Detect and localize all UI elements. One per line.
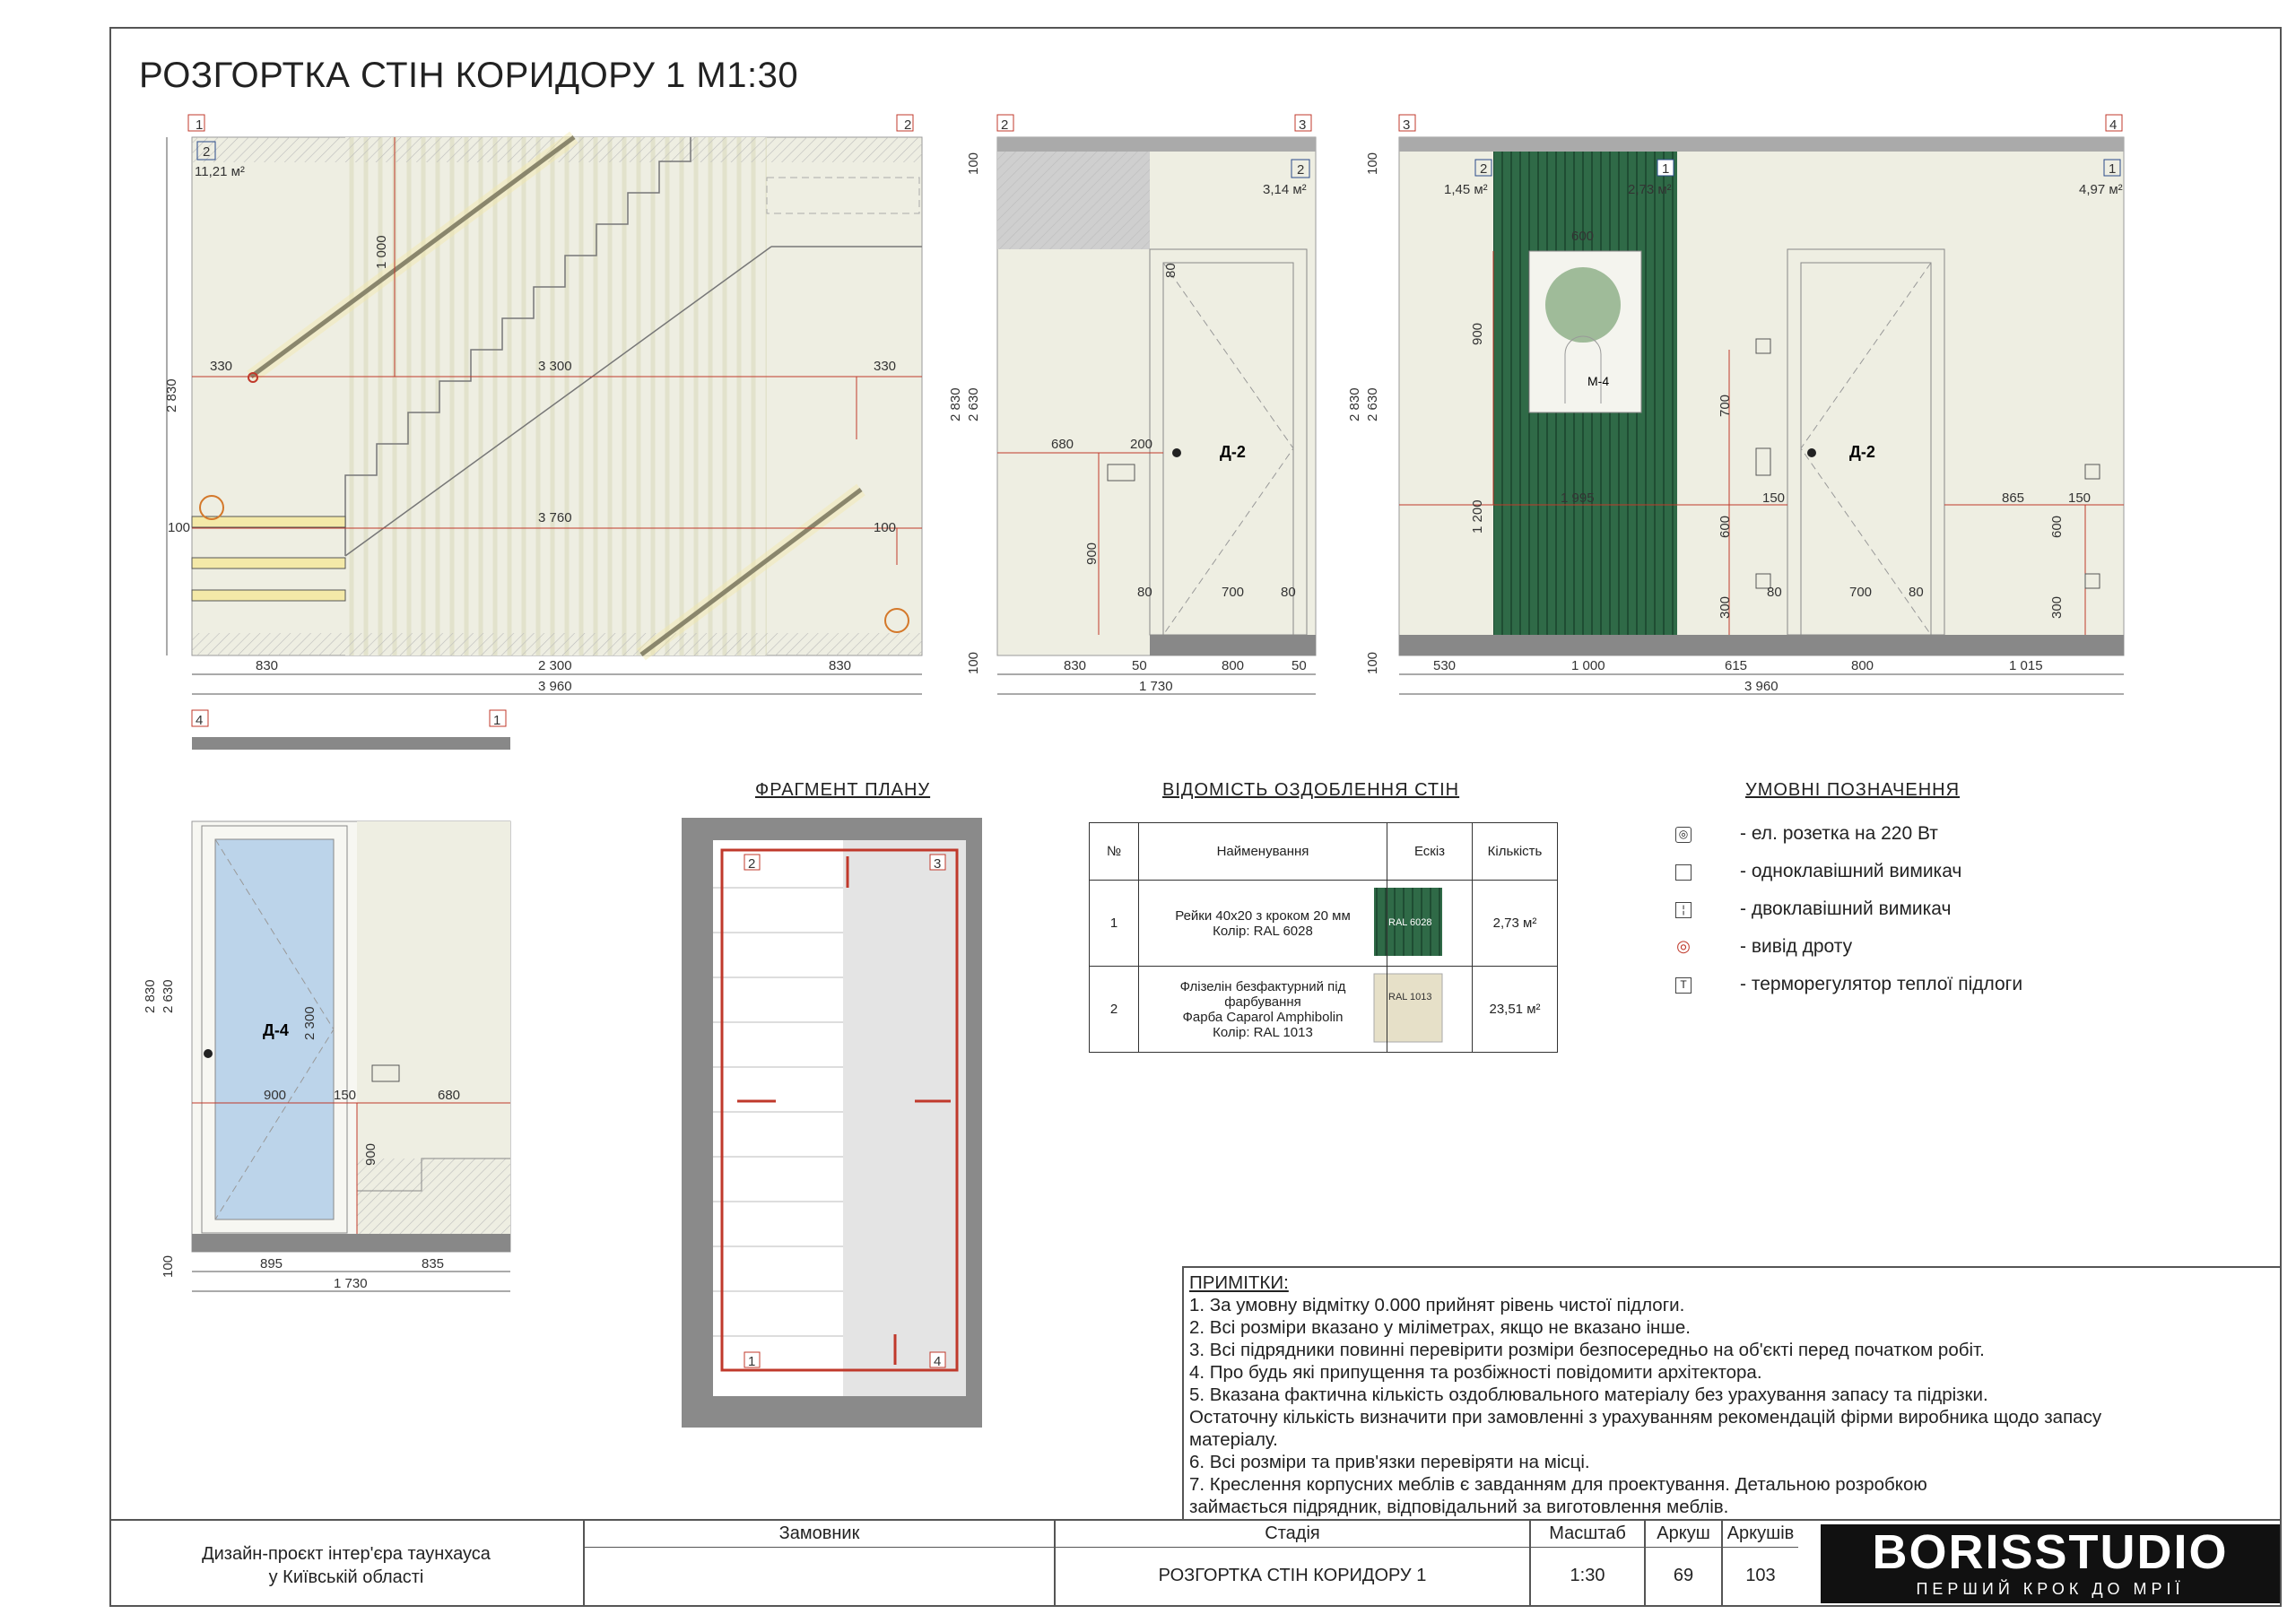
elevation-3 [1399, 137, 2124, 694]
svg-text:700: 700 [1222, 585, 1245, 600]
svg-text:680: 680 [438, 1088, 461, 1103]
elevation-4 [192, 737, 510, 1291]
svg-text:1 000: 1 000 [1571, 658, 1605, 673]
svg-text:600: 600 [1718, 515, 1733, 538]
svg-text:50: 50 [1292, 658, 1307, 673]
svg-text:4: 4 [196, 713, 204, 728]
svg-text:80: 80 [1163, 263, 1178, 278]
svg-text:615: 615 [1725, 658, 1748, 673]
svg-text:800: 800 [1222, 658, 1245, 673]
svg-text:3 960: 3 960 [538, 679, 572, 694]
svg-text:835: 835 [422, 1256, 445, 1271]
svg-text:2: 2 [1001, 117, 1009, 133]
svg-text:700: 700 [1849, 585, 1873, 600]
svg-text:2 630: 2 630 [1365, 387, 1380, 421]
svg-text:3 960: 3 960 [1744, 679, 1779, 694]
svg-text:150: 150 [1762, 490, 1786, 506]
svg-text:2: 2 [1480, 161, 1488, 177]
svg-text:2 300: 2 300 [538, 658, 572, 673]
svg-text:1: 1 [2109, 161, 2117, 177]
svg-text:3 760: 3 760 [538, 510, 572, 525]
svg-text:1,45 м²: 1,45 м² [1444, 182, 1488, 197]
svg-text:800: 800 [1851, 658, 1874, 673]
svg-text:2 630: 2 630 [966, 387, 981, 421]
finish-table: № Найменування Ескіз Кількість 1 Рейки 40х20 з кроком 20 мм Колір: RAL 6028 2,73 м² 2 Флізелін безфактурний під фарбування Фарба Caparol Amphibolin Колір: RAL 1013 23,51 м² [1089, 822, 1558, 1053]
svg-text:830: 830 [829, 658, 852, 673]
title-block: Дизайн-проєкт інтер'єра таунхауса у Київській області Замовник Стадія РОЗГОРТКА СТІН КОРИДОРУ 1 Масштаб 1:30 Аркуш 69 Аркушів 103 [109, 1519, 2282, 1607]
svg-text:Д-2: Д-2 [1220, 443, 1246, 461]
svg-text:80: 80 [1909, 585, 1924, 600]
svg-text:100: 100 [874, 520, 897, 535]
double-switch-icon: ¦ [1675, 902, 1692, 918]
svg-text:11,21 м²: 11,21 м² [195, 164, 245, 179]
brand-logo: BORISSTUDIO ПЕРШИЙ КРОК ДО МРІЇ [1821, 1524, 2280, 1603]
svg-text:80: 80 [1137, 585, 1152, 600]
svg-text:1: 1 [748, 1354, 756, 1369]
elevation-2 [997, 137, 1316, 694]
svg-text:200: 200 [1130, 437, 1153, 452]
svg-text:330: 330 [210, 359, 233, 374]
svg-text:1 730: 1 730 [334, 1276, 368, 1291]
svg-text:3: 3 [934, 856, 942, 872]
svg-text:2,73 м²: 2,73 м² [1628, 182, 1672, 197]
notes-block: ПРИМІТКИ: 1. За умовну відмітку 0.000 прийнят рівень чистої підлоги. 2. Всі розміри вказано у міліметрах, якщо не вказано інше. 3. Всі підрядники повинні перевірити розміри безпосередньо на об'єкті перед початком робіт. 4. Про будь які припущення та розбіжності повідомити архітектора. 5. Вказана фактична кількість оздоблювального матеріалу без урахування запасу та підрізки. Остаточну кількість визначити при замовленні з урахуванням рекомендацій фірми виробника щодо запасу матеріалу. 6. Всі розміри та прив'язки перевіряти на місці. 7. Креслення корпусних меблів є завданням для проектування. Детальною розробкою займається підрядник, відповідальний за виготовлення меблів. [1182, 1266, 2282, 1521]
socket-icon: ◎ [1675, 827, 1692, 843]
svg-text:3 300: 3 300 [538, 359, 572, 374]
svg-text:1: 1 [1662, 161, 1670, 177]
svg-text:80: 80 [1281, 585, 1296, 600]
legend-heading: УМОВНІ ПОЗНАЧЕННЯ [1745, 780, 1961, 800]
thermostat-icon: T [1675, 977, 1692, 994]
svg-text:3: 3 [1403, 117, 1411, 133]
svg-text:1 000: 1 000 [374, 235, 389, 269]
svg-text:895: 895 [260, 1256, 283, 1271]
svg-text:300: 300 [2049, 595, 2065, 619]
svg-text:RAL 6028: RAL 6028 [1388, 917, 1432, 928]
svg-text:830: 830 [256, 658, 279, 673]
svg-text:50: 50 [1132, 658, 1147, 673]
svg-text:830: 830 [1064, 658, 1087, 673]
svg-text:3: 3 [1299, 117, 1307, 133]
svg-text:100: 100 [1365, 651, 1380, 674]
table-row: 2 Флізелін безфактурний під фарбування Фарба Caparol Amphibolin Колір: RAL 1013 23,51 м² [1090, 967, 1558, 1053]
wire-outlet-icon: ◎ [1676, 937, 1691, 955]
finish-heading: ВІДОМІСТЬ ОЗДОБЛЕННЯ СТІН [1162, 780, 1460, 800]
mark-1a: 1 [196, 117, 204, 133]
svg-text:2 830: 2 830 [948, 387, 963, 421]
svg-text:2 630: 2 630 [161, 979, 176, 1013]
table-row: 1 Рейки 40х20 з кроком 20 мм Колір: RAL 6028 2,73 м² [1090, 881, 1558, 967]
svg-text:680: 680 [1051, 437, 1074, 452]
svg-text:4: 4 [934, 1354, 942, 1369]
svg-text:100: 100 [966, 152, 981, 175]
plan-fragment [682, 818, 982, 1428]
svg-text:2: 2 [904, 117, 912, 133]
svg-text:530: 530 [1433, 658, 1457, 673]
svg-text:900: 900 [1084, 542, 1100, 565]
svg-text:600: 600 [1571, 229, 1595, 244]
svg-text:900: 900 [264, 1088, 287, 1103]
svg-text:900: 900 [363, 1142, 378, 1166]
svg-text:2 830: 2 830 [1347, 387, 1362, 421]
svg-text:2 300: 2 300 [302, 1006, 317, 1040]
svg-text:150: 150 [334, 1088, 357, 1103]
svg-text:865: 865 [2002, 490, 2025, 506]
svg-text:4: 4 [2109, 117, 2118, 133]
plan-heading: ФРАГМЕНТ ПЛАНУ [755, 780, 931, 800]
svg-text:900: 900 [1470, 322, 1485, 345]
svg-text:3,14 м²: 3,14 м² [1263, 182, 1307, 197]
svg-text:80: 80 [1767, 585, 1782, 600]
svg-text:2: 2 [203, 144, 211, 160]
svg-text:1 015: 1 015 [2009, 658, 2043, 673]
single-switch-icon [1675, 864, 1692, 881]
svg-text:1 200: 1 200 [1470, 499, 1485, 534]
svg-text:100: 100 [161, 1254, 176, 1278]
svg-text:2: 2 [748, 856, 756, 872]
svg-text:150: 150 [2068, 490, 2092, 506]
svg-text:2 830: 2 830 [143, 979, 158, 1013]
page-title: РОЗГОРТКА СТІН КОРИДОРУ 1 М1:30 [139, 56, 799, 95]
svg-text:100: 100 [1365, 152, 1380, 175]
svg-text:1 730: 1 730 [1139, 679, 1173, 694]
svg-text:RAL 1013: RAL 1013 [1388, 992, 1432, 1002]
svg-text:2 830: 2 830 [164, 378, 179, 412]
svg-text:М-4: М-4 [1587, 374, 1610, 388]
svg-text:Д-2: Д-2 [1849, 443, 1875, 461]
elevation-1 [167, 137, 922, 694]
svg-text:600: 600 [2049, 515, 2065, 538]
svg-text:1: 1 [493, 713, 501, 728]
svg-text:700: 700 [1718, 394, 1733, 417]
svg-text:100: 100 [168, 520, 191, 535]
svg-text:Д-4: Д-4 [263, 1021, 289, 1039]
svg-text:100: 100 [966, 651, 981, 674]
svg-text:330: 330 [874, 359, 897, 374]
svg-text:2: 2 [1297, 162, 1305, 178]
svg-text:1 995: 1 995 [1561, 490, 1595, 506]
svg-text:4,97 м²: 4,97 м² [2079, 182, 2123, 197]
svg-text:300: 300 [1718, 595, 1733, 619]
